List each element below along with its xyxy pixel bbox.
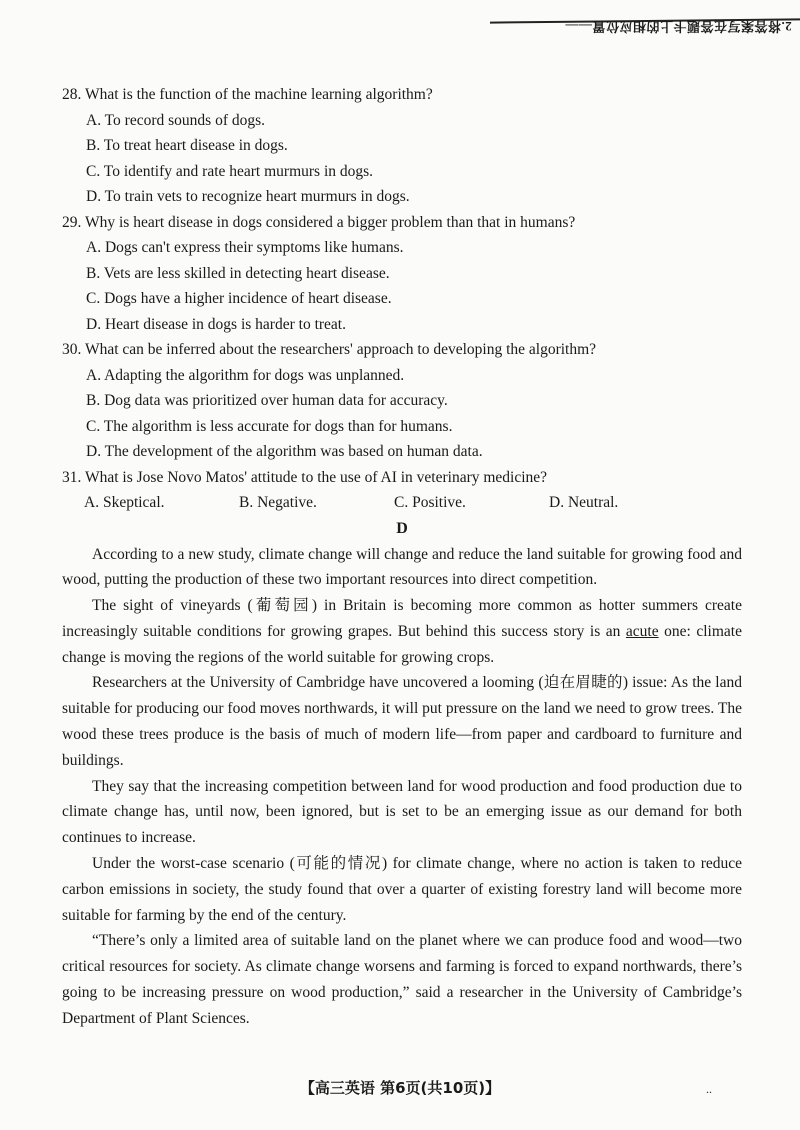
question-stem: 29. Why is heart disease in dogs considered a bigger problem than that in humans?: [62, 213, 576, 231]
question-stem: 30. What can be inferred about the researchers' approach to developing the algorithm?: [62, 341, 597, 358]
option-d: D. Neutral.: [549, 494, 619, 511]
options-row: [84, 490, 742, 516]
paragraph-2-text-a: The sight of vineyards (葡萄园) in Britain is becoming more common as hotter summers create increasingly suitable conditions for growing grapes. But behind this success story is an: [62, 597, 742, 640]
option-c: C. Dogs have a higher incidence of heart disease.: [86, 290, 392, 307]
section-title: D: [396, 519, 408, 537]
question-29: [62, 210, 742, 338]
footer-dots: ..: [706, 1082, 712, 1096]
option-c: C. Positive.: [394, 494, 466, 511]
header-text: 2.将答案写在答题卡上的相应位置——: [565, 19, 792, 34]
paragraph-1: According to a new study, climate change will change and reduce the land suitable for growing food and wood, putting the production of these two important resources into direct competition.: [62, 545, 742, 589]
paragraph-2-text-b: one: climate change is moving the regions of the world suitable for growing crops.: [62, 622, 742, 666]
option-d: D. The development of the algorithm was based on human data.: [86, 443, 483, 460]
option-a: A. Skeptical.: [84, 494, 165, 511]
top-header: [470, 6, 800, 34]
option-a: A. Adapting the algorithm for dogs was unplanned.: [86, 366, 405, 384]
option-a: A. To record sounds of dogs.: [86, 111, 266, 129]
reading-passage: [62, 542, 742, 1032]
option-c: C. To identify and rate heart murmurs in dogs.: [86, 162, 374, 180]
paragraph-5: Under the worst-case scenario (可能的情况) for climate change, where no action is taken to reduce carbon emissions in society, the study found that over a quarter of existing forestry land will become more suitable for farming by the end of the century.: [62, 855, 742, 924]
paragraph-2: [62, 593, 742, 670]
paragraph-6: “There’s only a limited area of suitable land on the planet where we can produce food and wood—two critical resources for society. As climate change worsens and farming is forced to expand northwards, there’s going to be increasing pressure on wood production,” said a researcher in the University of Cambridge’s Department of Plant Sciences.: [62, 932, 742, 1027]
question-stem: 28. What is the function of the machine learning algorithm?: [62, 86, 433, 103]
option-a: A. Dogs can't express their symptoms like humans.: [86, 239, 404, 256]
question-30: [62, 337, 742, 465]
question-stem: 31. What is Jose Novo Matos' attitude to the use of AI in veterinary medicine?: [62, 468, 548, 486]
option-c: C. The algorithm is less accurate for dogs than for humans.: [86, 417, 453, 435]
underlined-word: acute: [625, 622, 659, 640]
option-b: B. To treat heart disease in dogs.: [86, 137, 288, 154]
question-28: [62, 82, 742, 210]
paragraph-3: Researchers at the University of Cambridge have uncovered a looming (迫在眉睫的) issue: As the land suitable for producing our food moves northwards, it will put pressure on the land we need to grow trees. The wood these trees produce is the basis of much of modern life—from paper and cardboard to furniture and buildings.: [62, 674, 742, 769]
option-b: B. Negative.: [239, 494, 317, 511]
question-31: [62, 465, 742, 516]
page-footer: 【高三英语 第6页(共10页)】: [299, 1079, 501, 1097]
page-content: [62, 82, 742, 1032]
option-b: B. Vets are less skilled in detecting heart disease.: [86, 264, 390, 282]
paragraph-4: They say that the increasing competition between land for wood production and food production due to climate change has, until now, been ignored, but is set to be an emerging issue as our demand for both continues to increase.: [62, 777, 742, 847]
option-d: D. To train vets to recognize heart murmurs in dogs.: [86, 188, 410, 205]
option-b: B. Dog data was prioritized over human data for accuracy.: [86, 392, 448, 409]
option-d: D. Heart disease in dogs is harder to treat.: [86, 315, 346, 333]
